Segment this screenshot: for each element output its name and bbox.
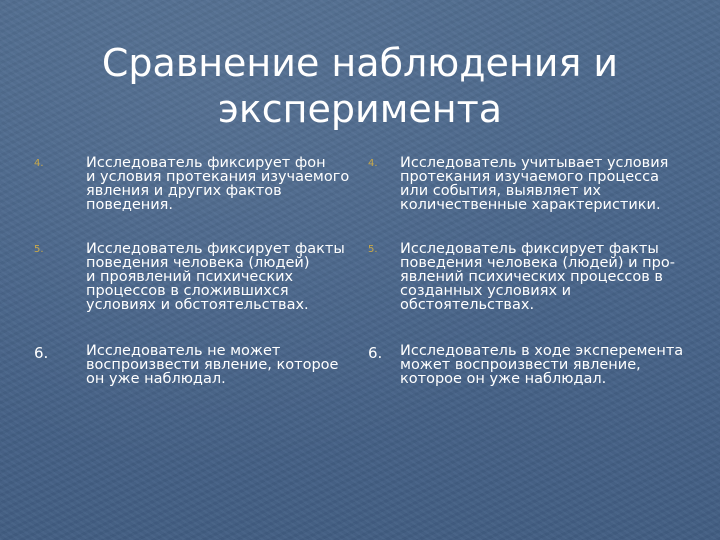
item-number: 6. xyxy=(34,344,49,362)
item-text: Исследователь фиксирует факты поведения человека (людей) и проявлений психических процессов в сложившихся условиях и обстоятельствах. xyxy=(86,241,345,313)
slide-title xyxy=(60,40,660,132)
item-number: 6. xyxy=(368,344,383,362)
item-text: Исследователь фиксирует факты поведения человека (людей) и про- явлений психических процессов в созданных условиях и обстоятельствах. xyxy=(400,241,675,313)
item-text: Исследователь не может воспроизвести явление, которое он уже наблюдал. xyxy=(86,343,339,387)
item-text: Исследователь фиксирует фон и условия протекания изучаемого явления и других фактов поведения. xyxy=(86,155,350,213)
slide-title-line-1: Сравнение наблюдения и xyxy=(101,41,619,85)
item-text: Исследователь в ходе эксперемента может воспроизвести явление, которое он уже наблюдал. xyxy=(400,343,684,387)
item-text: Исследователь учитывает условия протекания изучаемого процесса или события, выявляет их количественные характеристики. xyxy=(400,155,669,213)
item-number: 5. xyxy=(368,244,378,255)
item-number: 4. xyxy=(34,158,44,169)
item-number: 5. xyxy=(34,244,44,255)
item-number: 4. xyxy=(368,158,378,169)
slide-title-line-2: эксперимента xyxy=(217,87,503,131)
